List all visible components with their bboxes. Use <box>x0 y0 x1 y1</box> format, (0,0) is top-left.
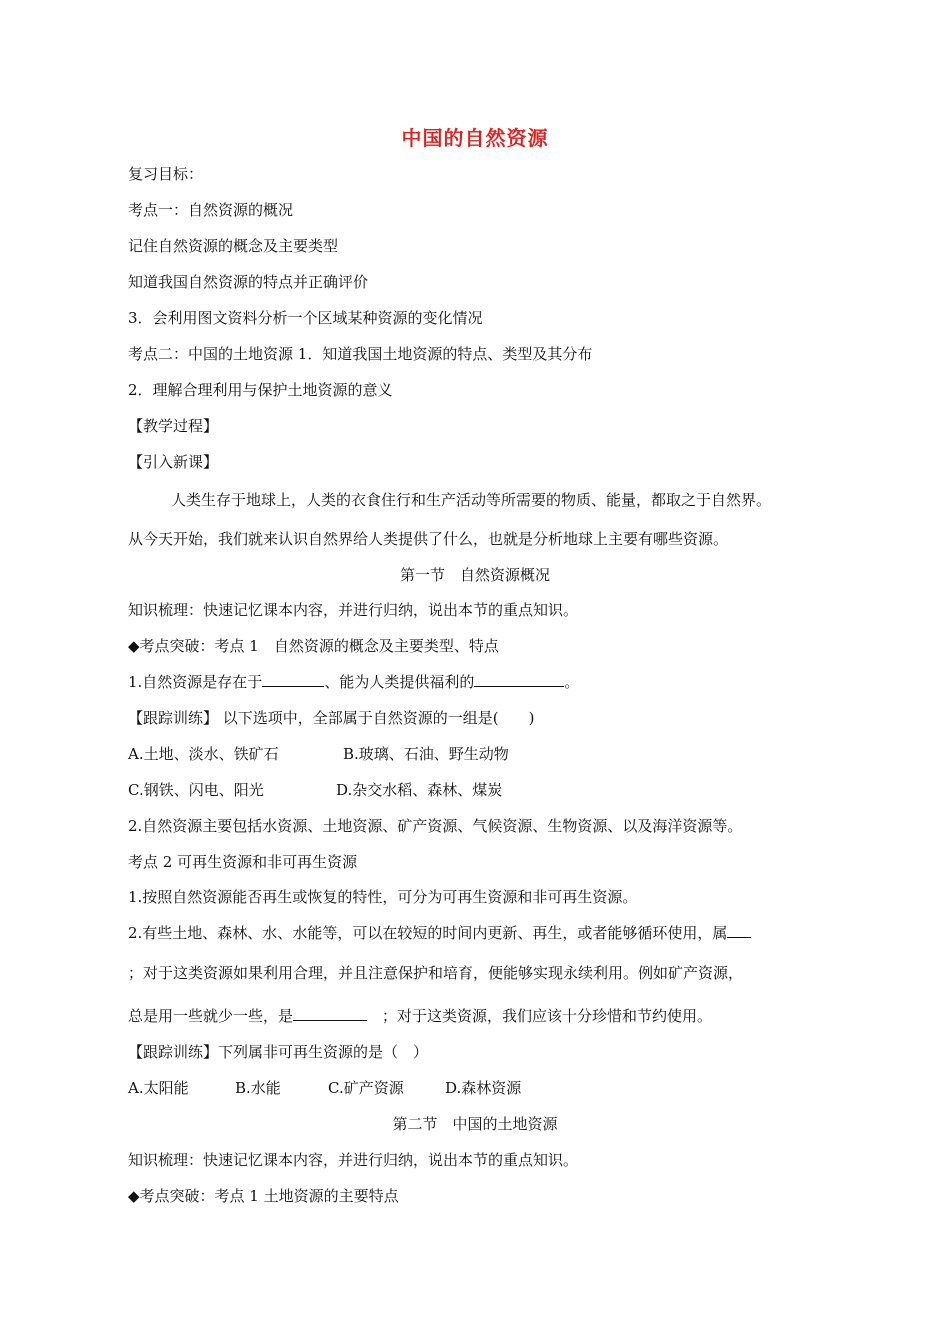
breakthrough-2: ◆考点突破：考点 1 土地资源的主要特点 <box>128 1187 399 1205</box>
question-1 <box>128 672 579 692</box>
option-2-a: A.太阳能 <box>128 1079 189 1097</box>
question-1-part-b: 、能为人类提供福利的 <box>324 673 475 691</box>
option-c: C.钢铁、闪电、阳光 <box>128 781 264 799</box>
renewable-line-4-part-a: 总是用一些就少一些，是 <box>128 1007 294 1025</box>
teaching-process-heading: 【教学过程】 <box>128 417 219 435</box>
option-b: B.玻璃、石油、野生动物 <box>343 745 509 763</box>
review-goal-heading: 复习目标： <box>128 165 204 183</box>
document-title: 中国的自然资源 <box>401 126 549 150</box>
answer-blank[interactable] <box>474 672 564 687</box>
renewable-line-3: ；对于这类资源如果利用合理，并且注意保护和培育，便能够实现永续利用。例如矿产资源， <box>128 964 744 982</box>
renewable-line-4-part-b: ；对于这类资源，我们应该十分珍惜和节约使用。 <box>382 1007 713 1025</box>
renewable-line-1: 1.按照自然资源能否再生或恢复的特性，可分为可再生资源和非可再生资源。 <box>128 888 638 906</box>
option-2-d: D.森林资源 <box>445 1079 522 1097</box>
key-point-2: 考点二：中国的土地资源 1．知道我国土地资源的特点、类型及其分布 <box>128 345 593 363</box>
practice-1: 【跟踪训练】 以下选项中，全部属于自然资源的一组是( ) <box>128 709 535 727</box>
section-2-heading: 第二节 中国的土地资源 <box>392 1115 558 1133</box>
renewable-line-2 <box>128 923 751 943</box>
renewable-line-2-text: 2.有些土地、森林、水、水能等，可以在较短的时间内更新、再生，或者能够循环使用，属 <box>128 924 728 942</box>
kp2-item-2: 2．理解合理利用与保护土地资源的意义 <box>128 381 393 399</box>
intro-heading: 【引入新课】 <box>128 453 219 471</box>
option-2-c: C.矿产资源 <box>328 1079 404 1097</box>
point-2-types: 2.自然资源主要包括水资源、土地资源、矿产资源、气候资源、生物资源、以及海洋资源等。 <box>128 817 743 835</box>
key-point-renewable: 考点 2 可再生资源和非可再生资源 <box>128 853 358 871</box>
practice-2: 【跟踪训练】下列属非可再生资源的是（ ） <box>128 1043 429 1061</box>
option-d: D.杂交水稻、森林、煤炭 <box>336 781 503 799</box>
option-2-b: B.水能 <box>235 1079 281 1097</box>
section-1-heading: 第一节 自然资源概况 <box>399 566 550 584</box>
question-1-part-a: 1.自然资源是存在于 <box>128 673 263 691</box>
intro-paragraph-line-1: 人类生存于地球上，人类的衣食住行和生产活动等所需要的物质、能量，都取之于自然界。 <box>171 491 772 509</box>
answer-blank[interactable] <box>293 1006 367 1021</box>
question-1-part-c: 。 <box>564 673 580 691</box>
kp1-item-1: 记住自然资源的概念及主要类型 <box>128 237 339 255</box>
renewable-line-4 <box>128 1006 712 1026</box>
kp1-item-2: 知道我国自然资源的特点并正确评价 <box>128 273 369 291</box>
key-point-1: 考点一：自然资源的概况 <box>128 201 294 219</box>
option-a: A.土地、淡水、铁矿石 <box>128 745 279 763</box>
intro-paragraph-line-2: 从今天开始，我们就来认识自然界给人类提供了什么，也就是分析地球上主要有哪些资源。 <box>128 530 729 548</box>
answer-blank[interactable] <box>727 923 751 938</box>
knowledge-summary-1: 知识梳理：快速记忆课本内容，并进行归纳，说出本节的重点知识。 <box>128 601 579 619</box>
kp1-item-3: 3．会利用图文资料分析一个区域某种资源的变化情况 <box>128 309 483 327</box>
answer-blank[interactable] <box>262 672 324 687</box>
knowledge-summary-2: 知识梳理：快速记忆课本内容，并进行归纳，说出本节的重点知识。 <box>128 1151 579 1169</box>
breakthrough-1: ◆考点突破：考点 1 自然资源的概念及主要类型、特点 <box>128 637 499 655</box>
